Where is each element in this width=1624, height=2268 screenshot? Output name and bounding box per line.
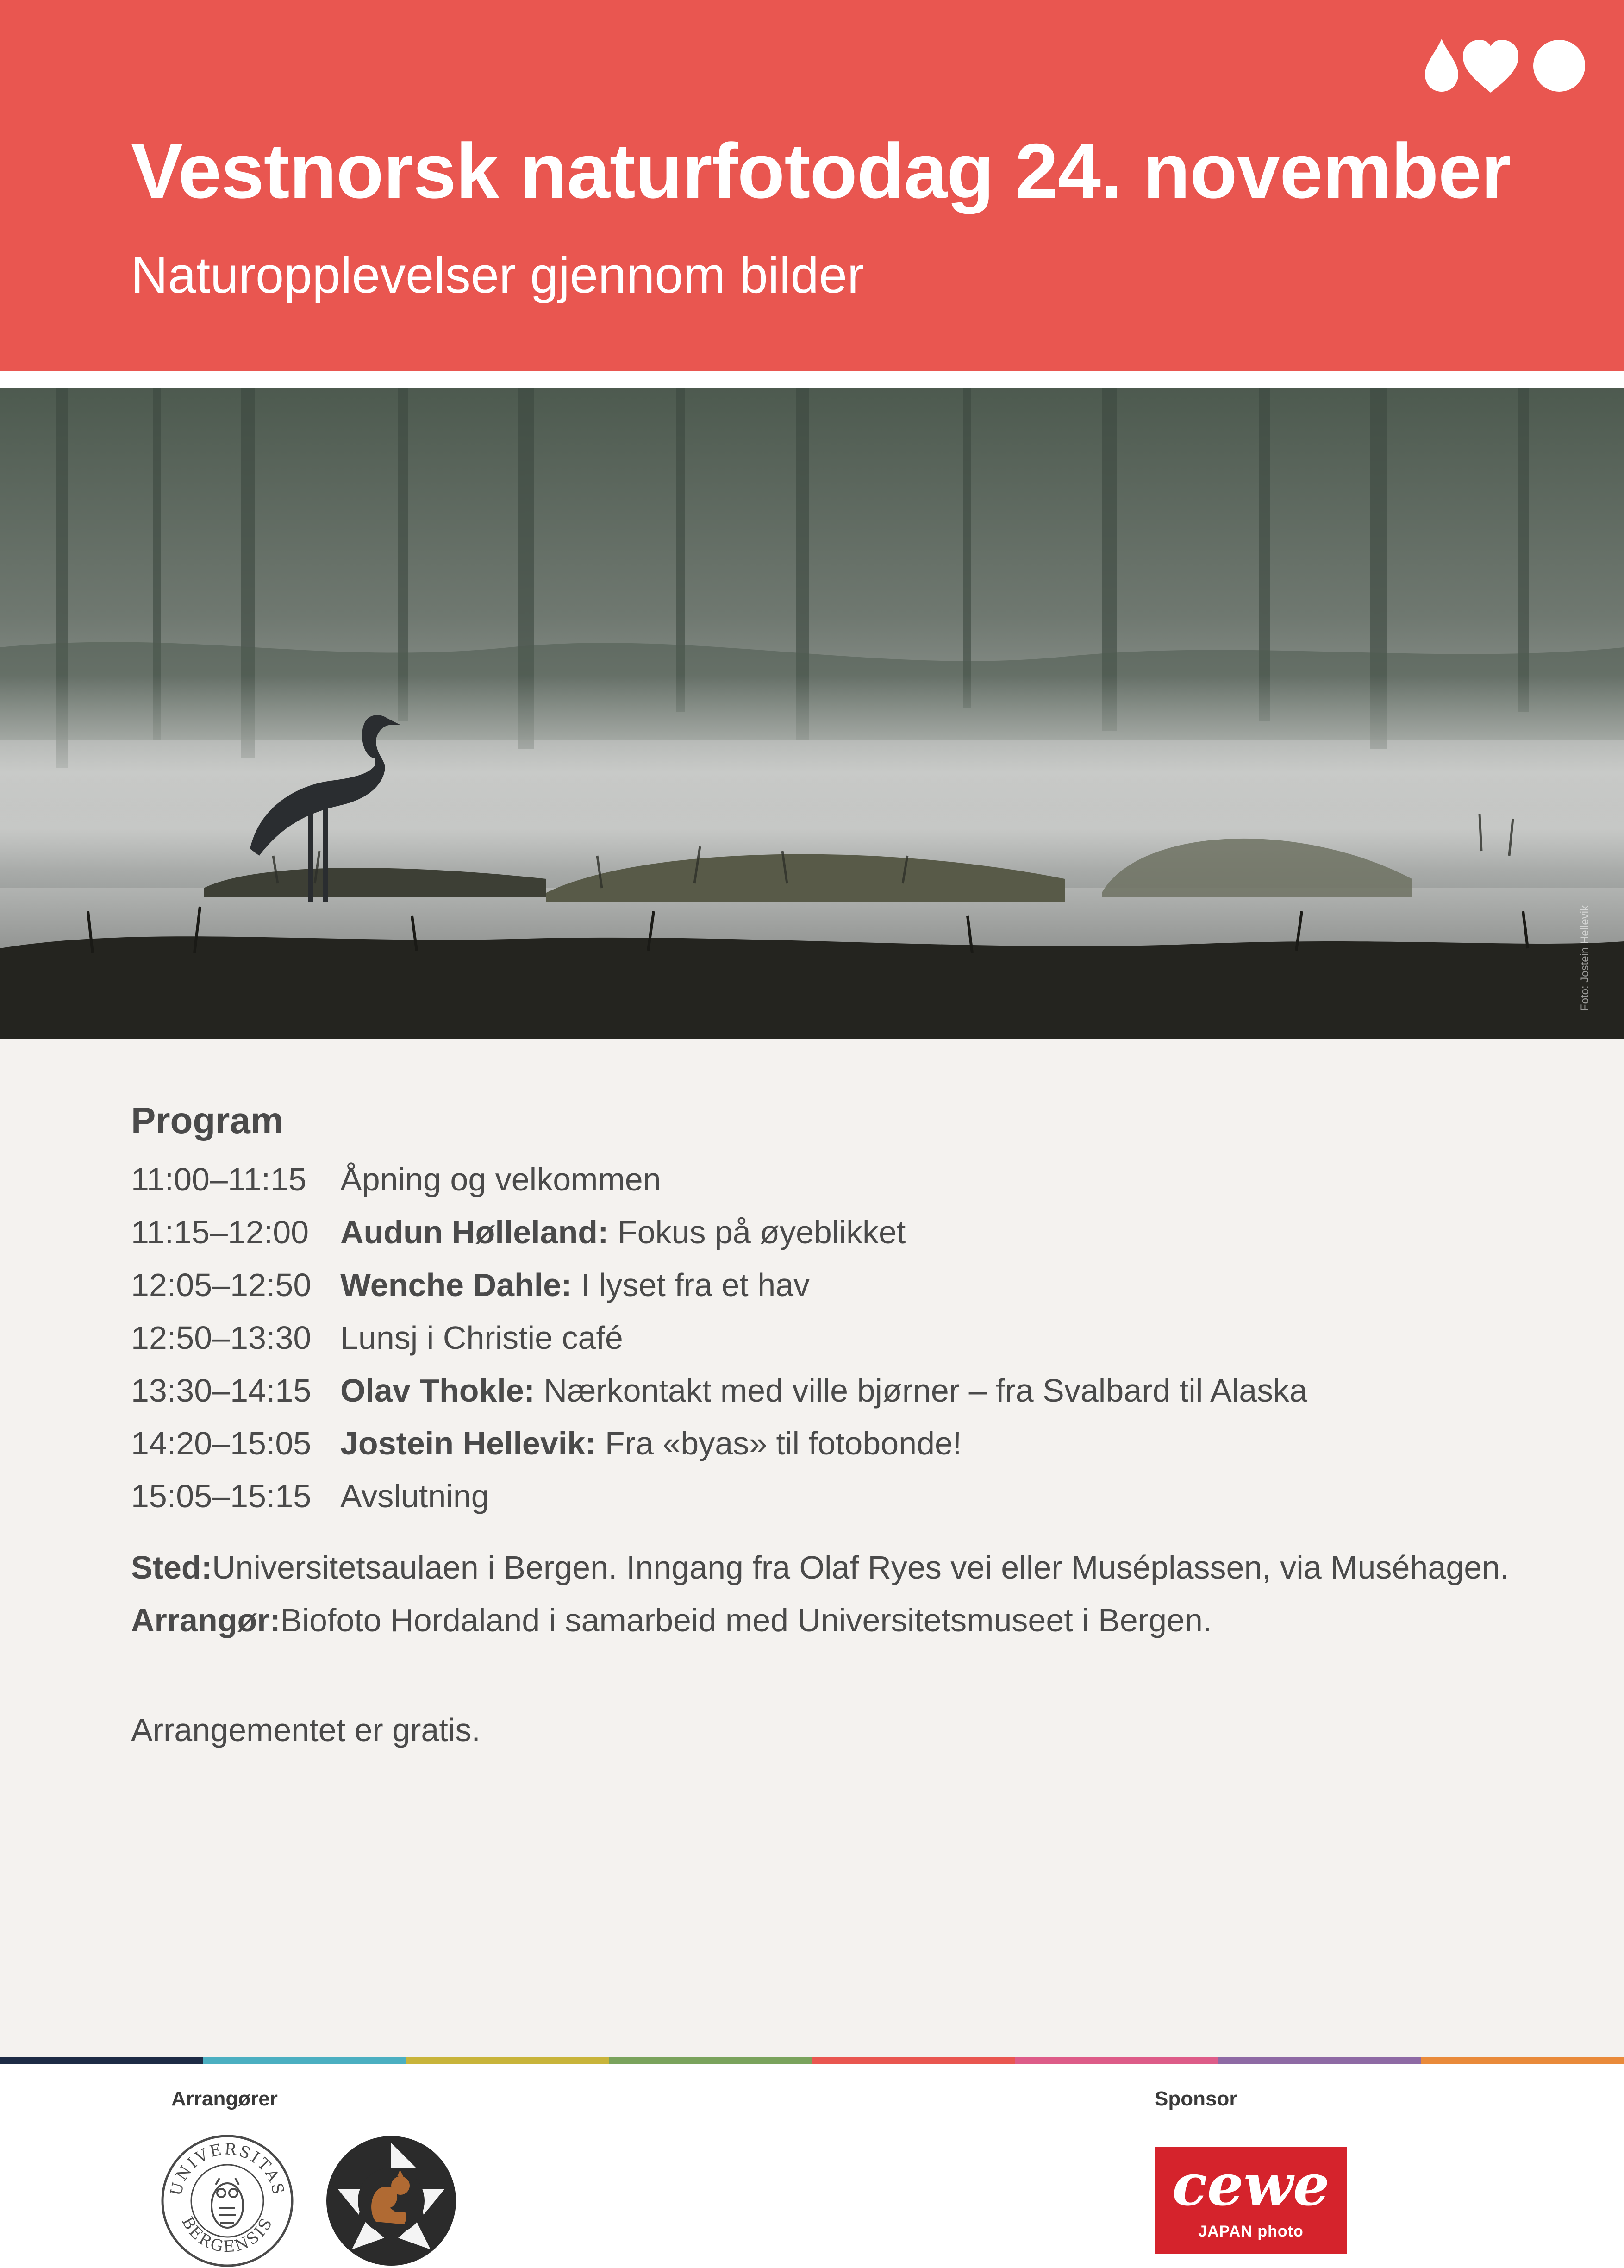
brand-icons [1422, 38, 1589, 94]
schedule-title: Fra «byas» til fotobonde! [596, 1425, 962, 1461]
stripe-segment [0, 2057, 203, 2064]
schedule-title: Åpning og velkommen [340, 1161, 661, 1197]
seal-text-bottom: BERGENSIS [178, 2214, 277, 2256]
schedule-row [131, 1417, 1520, 1470]
stripe-segment [203, 2057, 406, 2064]
program-heading: Program [131, 1102, 1520, 1139]
schedule-row [131, 1470, 1520, 1522]
stripe-segment [609, 2057, 812, 2064]
schedule-speaker: Wenche Dahle: [340, 1267, 572, 1303]
schedule-row [131, 1259, 1520, 1311]
cewe-logo [1155, 2147, 1347, 2254]
schedule-time: 12:50–13:30 [131, 1319, 340, 1356]
page-subtitle: Naturopplevelser gjennom bilder [131, 250, 864, 301]
drop-icon [1425, 39, 1458, 92]
schedule-title: Lunsj i Christie café [340, 1320, 623, 1356]
schedule-row [131, 1364, 1520, 1417]
heart-icon [1463, 40, 1518, 93]
schedule-row [131, 1206, 1520, 1259]
circle-icon [1533, 40, 1585, 92]
stripe-segment [1218, 2057, 1421, 2064]
free-admission-note: Arrangementet er gratis. [131, 1711, 1520, 1748]
page-title: Vestnorsk naturfotodag 24. november [131, 132, 1511, 210]
schedule-time: 11:15–12:00 [131, 1214, 340, 1251]
schedule-list [131, 1153, 1520, 1522]
sponsor-label: Sponsor [1155, 2087, 1237, 2111]
biofoto-squirrel-logo [324, 2134, 458, 2268]
photo-credit: Foto: Jostein Hellevik [1579, 905, 1592, 1011]
schedule-title: Fokus på øyeblikket [608, 1214, 906, 1250]
footer [0, 2064, 1624, 2268]
stripe-segment [1421, 2057, 1624, 2064]
header-divider [0, 371, 1624, 388]
venue-text: Universitetsaulaen i Bergen. Inngang fra Olaf Ryes vei eller Muséplassen, via Muséhagen. [212, 1549, 1509, 1586]
schedule-row [131, 1153, 1520, 1206]
program-section [131, 1102, 1520, 1748]
schedule-time: 11:00–11:15 [131, 1161, 340, 1198]
schedule-title: I lyset fra et hav [572, 1267, 810, 1303]
schedule-title: Nærkontakt med ville bjørner – fra Svalbard til Alaska [535, 1372, 1307, 1409]
crane-photo [0, 388, 1624, 1039]
schedule-row [131, 1311, 1520, 1364]
stripe-segment [1015, 2057, 1218, 2064]
venue-line [131, 1541, 1520, 1594]
event-info [131, 1541, 1520, 1647]
organizers-label: Arrangører [171, 2087, 278, 2111]
header-banner [0, 0, 1624, 371]
seal-text-top: UNIVERSITAS [167, 2140, 288, 2198]
schedule-time: 13:30–14:15 [131, 1372, 340, 1409]
organizer-text: Biofoto Hordaland i samarbeid med Universitetsmuseet i Bergen. [281, 1602, 1212, 1639]
schedule-speaker: Jostein Hellevik: [340, 1425, 596, 1461]
venue-label: Sted: [131, 1549, 212, 1586]
schedule-time: 15:05–15:15 [131, 1478, 340, 1515]
schedule-title: Avslutning [340, 1478, 489, 1514]
schedule-time: 14:20–15:05 [131, 1425, 340, 1462]
japan-photo-wordmark: JAPAN photo [1155, 2223, 1347, 2241]
cewe-wordmark: cewe [1155, 2157, 1347, 2214]
schedule-speaker: Audun Hølleland: [340, 1214, 608, 1250]
stripe-segment [406, 2057, 609, 2064]
universitas-bergensis-seal [160, 2134, 294, 2268]
stripe-segment [812, 2057, 1015, 2064]
organizer-label: Arrangør: [131, 1602, 281, 1639]
organizer-line [131, 1594, 1520, 1647]
schedule-time: 12:05–12:50 [131, 1266, 340, 1303]
color-stripe [0, 2057, 1624, 2064]
schedule-speaker: Olav Thokle: [340, 1372, 535, 1409]
